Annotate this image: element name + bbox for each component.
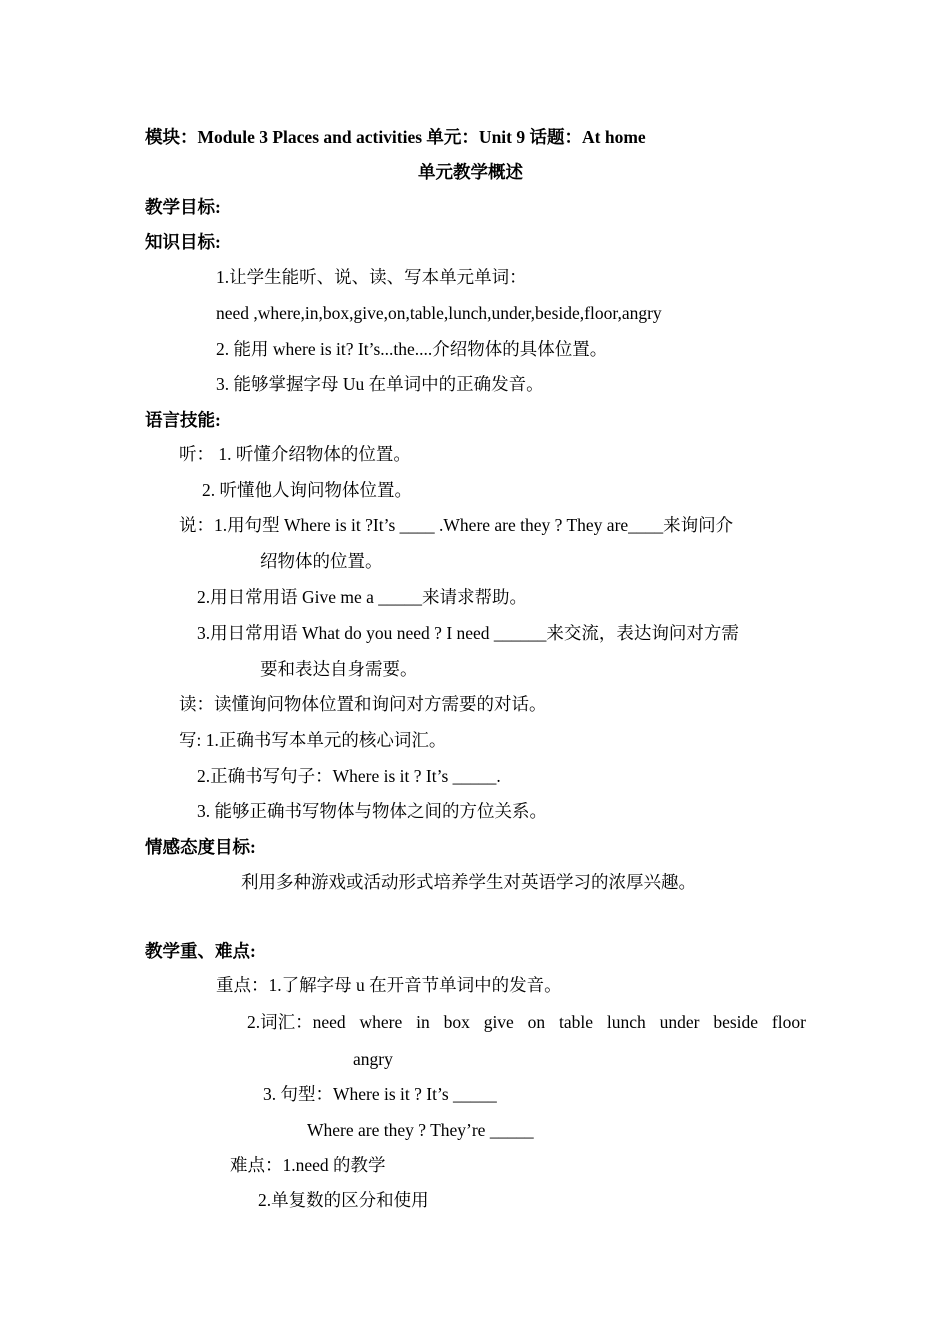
knowledge-goals-heading: 知识目标: [145,232,221,252]
writing-item-2: 2.正确书写句子：Where is it ? It’s _____. [197,766,501,786]
speaking-item-1: 说：1.用句型 Where is it ?It’s ____ .Where are they ? They are____来询问介 [179,515,734,535]
reading-item: 读：读懂询问物体位置和询问对方需要的对话。 [179,694,547,714]
knowledge-item-2: 2. 能用 where is it? It’s...the....介绍物体的具体位置。 [216,339,608,359]
vocab-word: give [483,1012,514,1032]
vocab-word: lunch [606,1012,646,1032]
teaching-goals-heading: 教学目标: [145,197,221,217]
attitude-goals-heading: 情感态度目标: [145,837,256,857]
key-point-2-vocabulary-cont: angry [353,1049,393,1069]
key-point-1: 重点：1.了解字母 u 在开音节单词中的发音。 [216,975,562,995]
key-point-2-vocabulary [247,1011,806,1033]
vocab-word: under [659,1012,700,1032]
vocab-word: table [559,1012,594,1032]
knowledge-item-1: 1.让学生能听、说、读、写本单元单词： [216,267,527,287]
difficult-point-1: 难点：1.need 的教学 [230,1155,386,1175]
page-title: 单元教学概述 [418,162,523,182]
vocab-word: box [443,1012,470,1032]
writing-item-1: 写: 1.正确书写本单元的核心词汇。 [179,730,447,750]
vocabulary-list: need ,where,in,box,give,on,table,lunch,under,beside,floor,angry [216,303,662,323]
key-difficult-points-heading: 教学重、难点: [145,941,256,961]
difficult-point-2: 2.单复数的区分和使用 [258,1190,429,1210]
speaking-item-3-cont: 要和表达自身需要。 [260,659,418,679]
vocab-word: in [416,1012,430,1032]
speaking-item-3: 3.用日常用语 What do you need ? I need ______来交流，表达询问对方需 [197,623,739,643]
knowledge-item-3: 3. 能够掌握字母 Uu 在单词中的正确发音。 [216,374,544,394]
key-point-3-sentence: 3. 句型：Where is it ? It’s _____ [263,1084,497,1104]
language-skills-heading: 语言技能: [145,410,221,430]
speaking-item-2: 2.用日常用语 Give me a _____来请求帮助。 [197,587,528,607]
attitude-goals-text: 利用多种游戏或活动形式培养学生对英语学习的浓厚兴趣。 [241,872,696,892]
vocab-word: floor [771,1012,806,1032]
listening-item-1: 听： 1. 听懂介绍物体的位置。 [179,444,411,464]
vocab-word: where [359,1012,403,1032]
vocab-word: on [527,1012,546,1032]
vocab-word: 2.词汇：need [247,1012,346,1032]
speaking-item-1-cont: 绍物体的位置。 [260,551,383,571]
vocab-word: beside [713,1012,759,1032]
key-point-3-sentence-cont: Where are they ? They’re _____ [307,1120,534,1140]
listening-item-2: 2. 听懂他人询问物体位置。 [202,480,412,500]
writing-item-3: 3. 能够正确书写物体与物体之间的方位关系。 [197,801,547,821]
module-header-line: 模块：Module 3 Places and activities 单元：Unit 9 话题：At home [145,127,646,147]
